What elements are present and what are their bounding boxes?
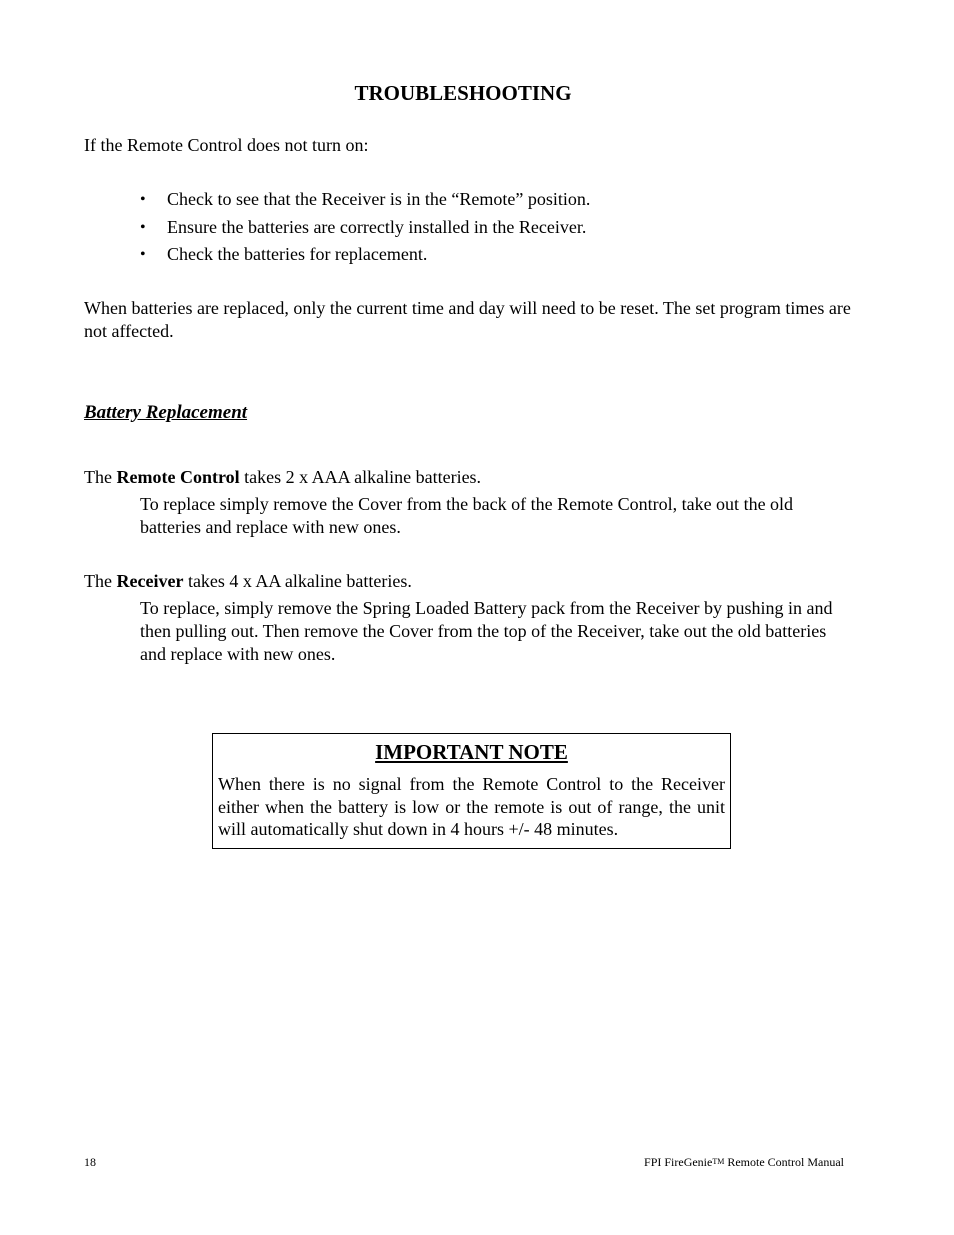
checklist-item-text: Check the batteries for replacement. (167, 244, 428, 264)
note-title: IMPORTANT NOTE (375, 740, 568, 764)
remote-prefix: The (84, 467, 117, 487)
checklist-item-text: Ensure the batteries are correctly installed in the Receiver. (167, 216, 587, 237)
receiver-instructions: To replace, simply remove the Spring Loaded Battery pack from the Receiver by pushing in and then pulling out. Then remove the Cover from the top of the Receiver, take out the old batteries and replace with new ones. (140, 598, 833, 664)
important-note-box (212, 733, 731, 849)
section-heading: Battery Replacement (84, 402, 248, 423)
footer-title (460, 1155, 844, 1170)
page-number: 18 (84, 1155, 96, 1169)
remote-battery-line (84, 466, 481, 489)
trademark-mark: TM (712, 1157, 725, 1166)
bullet-icon: • (140, 246, 146, 263)
page-title: TROUBLESHOOTING (354, 81, 572, 105)
receiver-prefix: The (84, 571, 117, 591)
receiver-battery-line (84, 570, 412, 593)
intro-text: If the Remote Control does not turn on: (84, 135, 369, 155)
receiver-name: Receiver (116, 571, 184, 591)
receiver-suffix: takes 4 x AA alkaline batteries. (183, 571, 412, 591)
remote-instructions: To replace simply remove the Cover from the back of the Remote Control, take out the old batteries and replace with new ones. (140, 494, 794, 537)
footer-manual: Remote Control Manual (724, 1155, 844, 1169)
reset-paragraph: When batteries are replaced, only the current time and day will need to be reset. The set program times are not affected. (84, 298, 851, 341)
checklist-item-text: Check to see that the Receiver is in the “Remote” position. (167, 189, 591, 209)
bullet-icon: • (140, 191, 146, 208)
note-text: When there is no signal from the Remote Control to the Receiver either when the battery is low or the remote is out of range, the unit will automatically shut down in 4 hours +/- 48 minutes. (218, 774, 725, 840)
checklist-item (140, 243, 590, 271)
remote-name: Remote Control (116, 467, 240, 487)
footer-brand: FPI FireGenie (644, 1155, 713, 1169)
checklist-item (140, 216, 590, 244)
checklist-item (140, 188, 590, 216)
checklist (140, 188, 590, 271)
bullet-icon: • (140, 218, 146, 236)
remote-suffix: takes 2 x AAA alkaline batteries. (239, 467, 482, 487)
